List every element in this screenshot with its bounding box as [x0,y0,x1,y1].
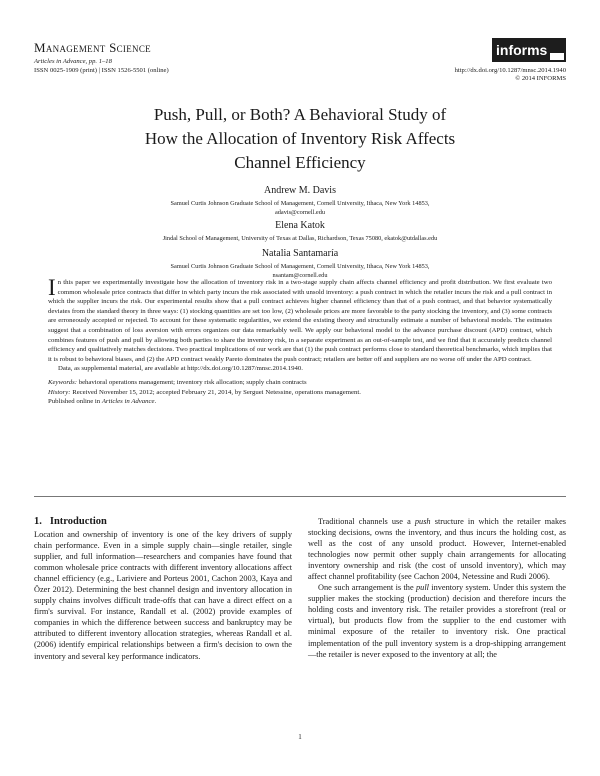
intro-paragraph-3 [308,582,566,659]
left-column [34,516,292,662]
section-number: 1. [34,516,42,527]
right-column [308,516,566,660]
p3-text-b: inventory system. Under this system the supplier makes the stocking (production) decision and therefore incurs the holding costs and inventory risk. The retailer provides a storefront (real or virtual), but products flow from the supplier to the end customer with minimal exposure of the retailer to inventory risk. One practical implementation of the pull inventory system is a drop-shipping arrangement—the retailer is never exposed to the inventory at all; the [308,583,566,659]
articles-in-advance-line: Articles in Advance, pp. 1–18 [34,58,112,65]
keywords-label: Keywords: [48,378,77,386]
intro-paragraph-1: Location and ownership of inventory is one of the key drivers of supply chain performance. Even in a simple supply chain—single retailer, single supplier, and full information—researchers and companies have found that common wholesale price contracts with different inventory allocations affect channel efficiency (e.g., Lariviere and Porteus 2001, Cachon 2003, Kaya and Özer 2012). Determining the best channel design and inventory allocation in supply chains involves difficult trade-offs that can have a direct effect on a firm's survival. For instance, Randall et al. (2002) provide examples of companies in which the difference between success and bankruptcy may be attributed to different inventory allocation strategies, whereas Randall et al. (2006) identify empirical relationships between a firm's decision to own the inventory and several key performance indicators. [34,530,292,661]
pull-term: pull [416,583,429,593]
author-email-santamaria[interactable]: nsantam@cornell.edu [272,272,328,279]
p2-text-a: Traditional channels use a [318,517,415,526]
section-divider [34,496,566,497]
push-term: push [414,517,431,526]
keywords-line [48,378,552,388]
section-title: Introduction [49,516,107,527]
published-suffix: . [154,398,157,406]
copyright-line: © 2014 INFORMS [515,75,566,82]
author-affiliation-santamaria: Samuel Curtis Johnson Graduate School of Management, Cornell University, Ithaca, New York 14853, [170,263,430,270]
informs-logo-icon [492,38,566,62]
history-line [48,388,552,398]
history-text: Received November 15, 2012; accepted February 21, 2014, by Serguei Netessine, operations management. [72,388,361,396]
title-line-3: Channel Efficiency [234,153,366,172]
author-name-davis: Andrew M. Davis [264,185,336,196]
abstract-dropcap: I [48,275,56,300]
title-line-2: How the Allocation of Inventory Risk Affects [144,129,456,148]
keywords-text: behavioral operations management; inventory risk allocation; supply chain contracts [78,378,307,386]
published-line [48,397,552,407]
title-line-1: Push, Pull, or Both? A Behavioral Study of [153,105,447,124]
intro-paragraph-2 [308,516,566,582]
informs-logo-text: informs [496,42,548,58]
author-affiliation-katok: Jindal School of Management, University of Texas at Dallas, Richardson, Texas 75080, ekatok@utdallas.edu [162,235,438,242]
author-name-katok: Elena Katok [275,220,325,231]
author-name-santamaria: Natalia Santamaría [261,248,339,259]
p2-text-b: structure in which the retailer makes stocking decisions, owns the inventory, and thus incurs the holding cost, as well as the cost of any unsold product. However, Internet-enabled technologies now permit other supply chain arrangements for allocating inventory ownership and risk (the cost of unsold inventory), which may affect channel profitability (see Cachon 2004, Netessine and Rudi 2006). [308,517,567,582]
supplemental-data-line[interactable]: Data, as supplemental material, are available at http://dx.doi.org/10.1287/mnsc.2014.1940. [58,365,303,373]
journal-name: Management Science [34,40,151,55]
author-affiliation-davis: Samuel Curtis Johnson Graduate School of Management, Cornell University, Ithaca, New York 14853, [170,200,430,207]
paper-title [0,103,600,175]
page-number: 1 [298,733,302,741]
issn-line: ISSN 0025-1909 (print) | ISSN 1526-5501 (online) [34,67,169,74]
doi-link[interactable]: http://dx.doi.org/10.1287/mnsc.2014.1940 [454,67,566,74]
published-venue: Articles in Advance [101,398,155,406]
history-label: History: [48,388,71,396]
p3-text-a: One such arrangement is the [318,583,417,593]
informs-logo[interactable] [492,38,566,62]
published-prefix: Published online in [48,398,102,406]
section-heading [34,516,292,528]
author-email-davis[interactable]: adavis@cornell.edu [274,209,326,216]
abstract-text: n this paper we experimentally investigate how the allocation of inventory risk in a two-stage supply chain affects channel efficiency and profit distribution. We first evaluate two common wholesale price contracts that differ in which party incurs the risk associated with unsold inventory: a push contract in which the retailer incurs the risk and a pull contract in which the supplier incurs the risk. Our experimental results show that a pull contract achieves higher channel efficiency than that of a push contract, and that behavior systematically deviates from the standard theory in three ways: (1) stocking quantities are set too low, (2) wholesale prices are more favorable to the party stocking the inventory, and (3) some contracts are erroneously accepted or rejected. To account for these systematic regularities, we extend the existing theory and structurally estimate a number of behavioral models. The estimates suggest that a combination of loss aversion with errors organizes our data remarkably well. We apply our behavioral model to the advance purchase discount (APD) contract, which combines features of push and pull by allowing both parties to share the inventory risk, in a separate experiment as an out-of-sample test, and we find that it accurately predicts channel efficiency and qualitatively matches decisions. Two practical implications of our work are that (1) the push contract performs close to standard theoretical benchmarks, which implies that it is robust to behavioral biases, and (2) the APD contract weakly Pareto dominates the push contract; retailers are better off and suppliers are no worse off under the APD contract. [48,279,552,363]
